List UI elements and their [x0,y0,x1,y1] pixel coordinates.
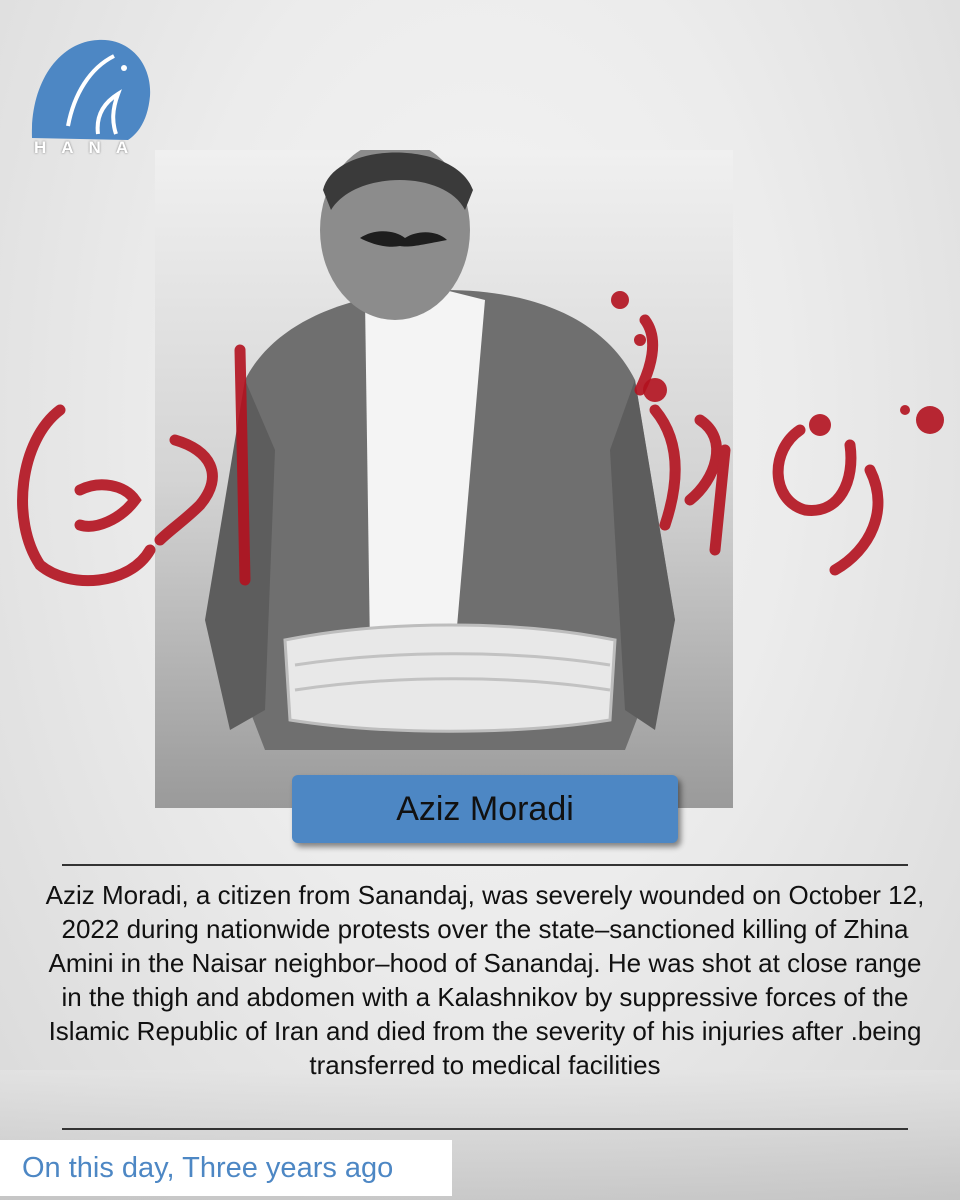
red-graffiti-calligraphy [0,280,960,600]
footer-banner [0,1140,452,1196]
name-plate [292,775,678,843]
logo-wordmark: HANA [34,138,144,157]
bottom-divider [62,1128,908,1130]
person-name: Aziz Moradi [396,789,574,828]
footer-text: On this day, Three years ago [22,1151,394,1184]
top-divider [62,864,908,866]
description-text: Aziz Moradi, a citizen from Sanandaj, was severely wounded on October 12, 2022 during nationwide protests over the state–sanctioned killing of Zhina Amini in the Naisar neighbor–hood of Sanandaj. He was shot at close range in the thigh and abdomen with a Kalashnikov by suppressive forces of the Islamic Republic of Iran and died from the severity of his injuries after .being transferred to medical facilities [45,880,925,1080]
